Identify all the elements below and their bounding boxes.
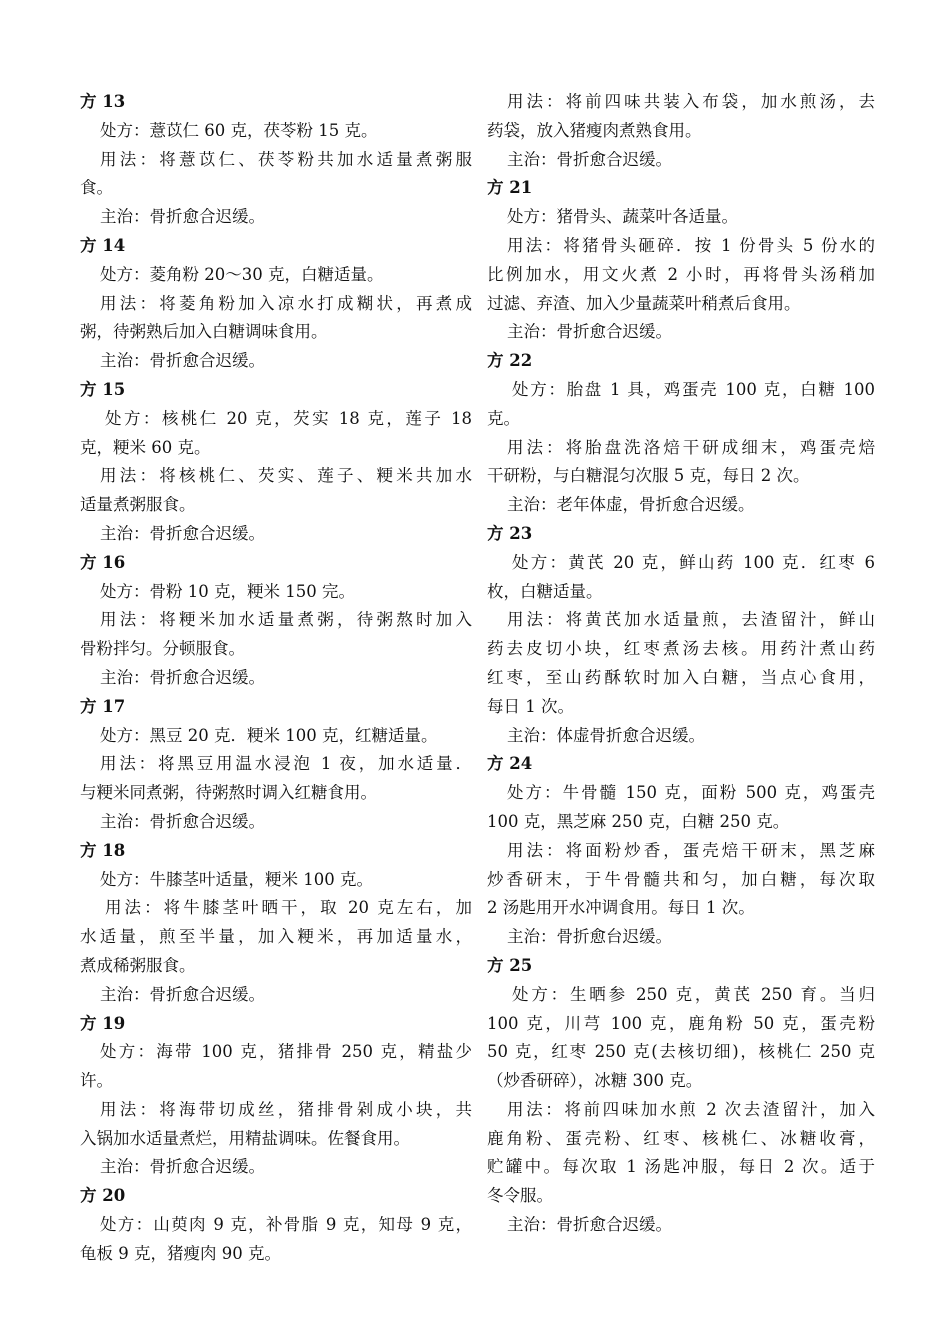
recipe-heading: 方 16 xyxy=(80,552,126,572)
text-line: 食。 xyxy=(80,178,113,198)
text-line: 水适量，煎至半量，加入粳米，再加适量水， xyxy=(80,927,472,947)
text-line: 处方：胎盘 1 具，鸡蛋壳 100 克，白糖 100 xyxy=(512,379,875,399)
text-line: 用法：将薏苡仁、茯苓粉共加水适量煮粥服 xyxy=(100,149,472,169)
recipe-heading: 方 14 xyxy=(80,235,126,255)
text-line: 龟板 9 克，猪瘦肉 90 克。 xyxy=(80,1243,281,1263)
text-line: 主治：骨折愈合迟缓。 xyxy=(507,322,672,342)
text-line: 枚，白糖适量。 xyxy=(487,581,603,601)
recipe-heading: 方 21 xyxy=(487,178,533,198)
text-line: 用法：将黑豆用温水浸泡 1 夜，加水适量． xyxy=(100,754,472,774)
text-line: 100 克，黑芝麻 250 克，白糖 250 克。 xyxy=(487,811,790,831)
recipe-heading: 方 13 xyxy=(80,92,126,111)
text-line: 许。 xyxy=(80,1071,113,1091)
text-line: 红枣，至山药酥软时加入白糖，当点心食用， xyxy=(487,667,875,687)
text-line: 用法：将核桃仁、芡实、莲子、粳米共加水 xyxy=(100,466,472,486)
text-line: 比例加水，用文火煮 2 小时，再将骨头汤稍加 xyxy=(487,264,875,284)
recipe-heading: 方 24 xyxy=(487,754,533,774)
text-line: 用法：将菱角粉加入凉水打成糊状，再煮成 xyxy=(100,293,472,313)
text-line: 每日 1 次。 xyxy=(487,696,574,716)
text-line: 处方：黑豆 20 克．粳米 100 克，红糖适量。 xyxy=(100,725,438,745)
text-line: 用法：将黄芪加水适量煎，去渣留汁，鲜山 xyxy=(507,610,875,630)
recipe-heading: 方 20 xyxy=(80,1186,126,1206)
text-line: 2 汤匙用开水冲调食用。每日 1 次。 xyxy=(487,898,755,918)
text-line: 鹿角粉、蛋壳粉、红枣、核桃仁、冰糖收膏， xyxy=(487,1128,875,1148)
text-line: 处方：海带 100 克，猪排骨 250 克，精盐少 xyxy=(100,1042,472,1062)
text-line: 冬令服。 xyxy=(487,1186,553,1206)
text-line: 用法：将牛膝茎叶晒干，取 20 克左右，加 xyxy=(105,898,472,918)
text-line: 药袋，放入猪瘦肉煮熟食用。 xyxy=(487,120,702,140)
text-line: 用法：将粳米加水适量煮粥，待粥熬时加入 xyxy=(100,610,472,630)
text-line: 处方：菱角粉 20～30 克，白糖适量。 xyxy=(100,264,384,284)
text-line: 处方：牛骨髓 150 克，面粉 500 克，鸡蛋壳 xyxy=(507,783,875,803)
recipe-heading: 方 25 xyxy=(487,955,533,975)
text-line: 克，粳米 60 克。 xyxy=(80,437,211,457)
text-line: 处方：牛膝茎叶适量，粳米 100 克。 xyxy=(100,869,373,889)
recipe-heading: 方 22 xyxy=(487,351,533,371)
text-line: 处方：黄芪 20 克，鲜山药 100 克．红枣 6 xyxy=(512,552,875,572)
recipe-heading: 方 23 xyxy=(487,523,533,543)
text-line: 50 克，红枣 250 克(去核切细)，核桃仁 250 克 xyxy=(487,1042,875,1062)
text-line: 药去皮切小块，红枣煮汤去核。用药汁煮山药 xyxy=(487,639,875,659)
recipe-heading: 方 18 xyxy=(80,840,126,860)
text-line: 主治：骨折愈合迟缓。 xyxy=(100,207,265,227)
text-line: 与粳米同煮粥，待粥熬时调入红糖食用。 xyxy=(80,783,377,803)
text-line: 用法：将海带切成丝，猪排骨剁成小块，共 xyxy=(100,1099,472,1119)
text-line: 用法：将猪骨头砸碎．按 1 份骨头 5 份水的 xyxy=(507,235,875,255)
text-line: 主治：骨折愈合迟缓。 xyxy=(100,1157,265,1177)
text-line: 用法：将面粉炒香，蛋壳焙干研末，黑芝麻 xyxy=(507,840,875,860)
text-line: 处方：山萸肉 9 克，补骨脂 9 克，知母 9 克， xyxy=(100,1215,472,1235)
text-line: （炒香研碎），冰糖 300 克。 xyxy=(487,1071,703,1091)
text-line: 主治：骨折愈台迟缓。 xyxy=(507,927,672,947)
text-line: 过滤、弃渣、加入少量蔬菜叶稍煮后食用。 xyxy=(487,293,801,313)
text-line: 适量煮粥服食。 xyxy=(80,495,196,515)
text-line: 煮成稀粥服食。 xyxy=(80,955,196,975)
text-line: 100 克，川芎 100 克，鹿角粉 50 克，蛋壳粉 xyxy=(487,1013,875,1033)
recipe-heading: 方 19 xyxy=(80,1013,126,1033)
text-line: 主治：骨折愈合迟缓。 xyxy=(100,811,265,831)
left-column xyxy=(80,88,472,1269)
text-line: 炒香研末，于牛骨髓共和匀，加白糖，每次取 xyxy=(487,869,875,889)
text-line: 用法：将胎盘洗洛焙干研成细末，鸡蛋壳焙 xyxy=(507,437,875,457)
text-line: 主治：骨折愈合迟缓。 xyxy=(507,1215,672,1235)
text-line: 干研粉，与白糖混匀次服 5 克，每日 2 次。 xyxy=(487,466,810,486)
text-line: 粥，待粥熟后加入白糖调味食用。 xyxy=(80,322,328,342)
text-line: 处方：薏苡仁 60 克，茯苓粉 15 克。 xyxy=(100,120,378,140)
text-line: 贮罐中。每次取 1 汤匙冲服，每日 2 次。适于 xyxy=(487,1157,875,1177)
text-line: 主治：骨折愈合迟缓。 xyxy=(100,984,265,1004)
text-line: 主治：骨折愈合迟缓。 xyxy=(100,351,265,371)
text-line: 主治：骨折愈合迟缓。 xyxy=(507,149,672,169)
text-line: 处方：核桃仁 20 克，芡实 18 克，莲子 18 xyxy=(105,408,472,428)
recipe-heading: 方 15 xyxy=(80,379,126,399)
right-column xyxy=(487,88,875,1240)
text-line: 处方：骨粉 10 克，粳米 150 完。 xyxy=(100,581,355,601)
text-line: 主治：骨折愈合迟缓。 xyxy=(100,523,265,543)
text-line: 入锅加水适量煮烂，用精盐调味。佐餐食用。 xyxy=(80,1128,410,1148)
recipe-heading: 方 17 xyxy=(80,696,126,716)
text-line: 主治：体虚骨折愈合迟缓。 xyxy=(507,725,705,745)
text-line: 主治：骨折愈合迟缓。 xyxy=(100,667,265,687)
text-line: 用法：将前四味加水煎 2 次去渣留汁，加入 xyxy=(507,1099,875,1119)
text-line: 用法：将前四味共装入布袋，加水煎汤，去 xyxy=(507,92,875,111)
text-line: 处方：猪骨头、蔬菜叶各适量。 xyxy=(507,207,738,227)
text-line: 主治：老年体虚，骨折愈合迟缓。 xyxy=(507,495,755,515)
text-line: 处方：生晒参 250 克，黄芪 250 育。当归 xyxy=(512,984,875,1004)
text-line: 骨粉拌匀。分顿服食。 xyxy=(80,639,245,659)
text-line: 克。 xyxy=(487,408,520,428)
